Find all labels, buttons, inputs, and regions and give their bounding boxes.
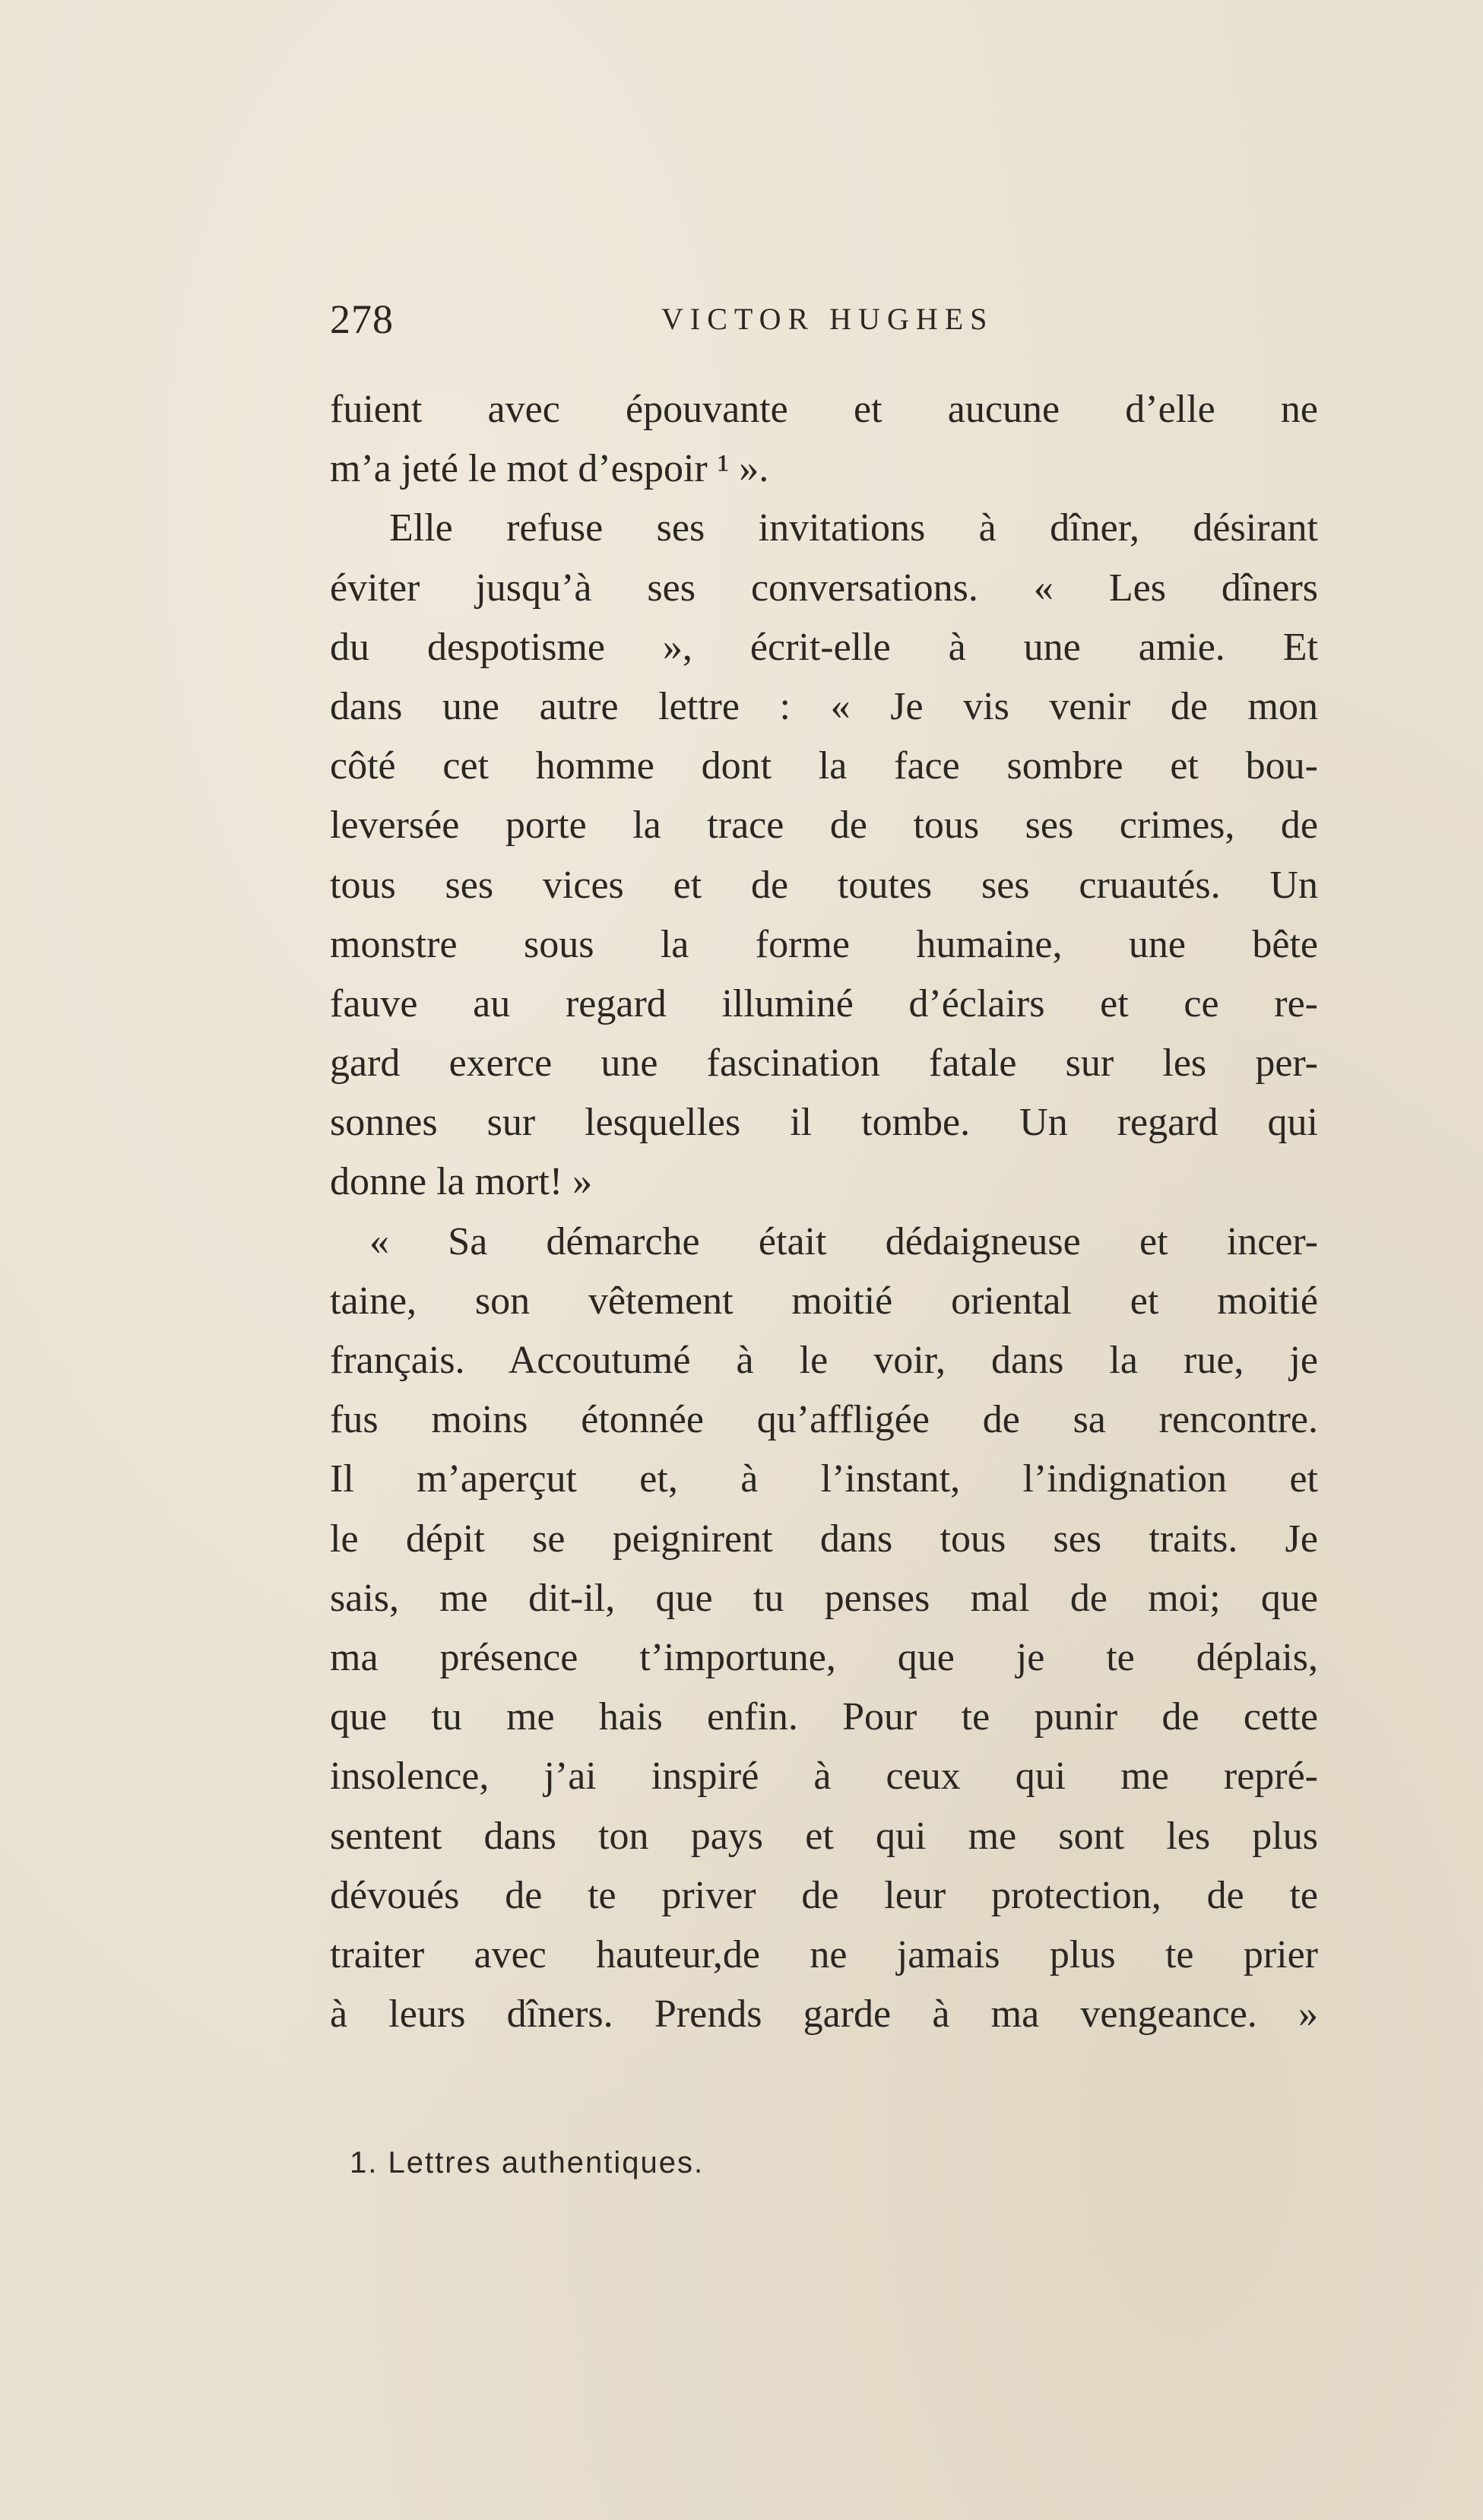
text-line: dans une autre lettre : « Je vis venir de mon (330, 684, 1318, 728)
text-line: leversée porte la trace de tous ses crimes, de (330, 804, 1318, 848)
text-line: « Sa démarche était dédaigneuse et incer- (369, 1219, 1318, 1263)
text-line: taine, son vêtement moitié oriental et moitié (330, 1279, 1318, 1323)
text-line: Elle refuse ses invitations à dîner, désirant (389, 506, 1318, 550)
text-line: sonnes sur lesquelles il tombe. Un regard qui (330, 1101, 1318, 1145)
text-line: à leurs dîners. Prends garde à ma vengeance. » (330, 1992, 1318, 2037)
text-line: éviter jusqu’à ses conversations. « Les dîners (330, 566, 1318, 610)
text-line: du despotisme », écrit-elle à une amie. Et (330, 625, 1318, 669)
text-line: côté cet homme dont la face sombre et bou- (330, 744, 1318, 788)
text-line: m’a jeté le mot d’espoir ¹ ». (330, 447, 769, 491)
text-line: que tu me hais enfin. Pour te punir de cette (330, 1695, 1318, 1739)
text-line: tous ses vices et de toutes ses cruautés. Un (330, 863, 1318, 907)
text-line: Il m’aperçut et, à l’instant, l’indignation et (330, 1457, 1318, 1501)
footnote: 1. Lettres authentiques. (350, 2146, 705, 2179)
text-line: dévoués de te priver de leur protection, de te (330, 1873, 1318, 1917)
running-title: VICTOR HUGHES (661, 302, 994, 336)
body-text (330, 380, 1318, 2044)
text-line: insolence, j’ai inspiré à ceux qui me repré- (330, 1754, 1318, 1799)
text-line: sais, me dit-il, que tu penses mal de moi; que (330, 1576, 1318, 1620)
text-line: français. Accoutumé à le voir, dans la rue, je (330, 1339, 1318, 1382)
text-line: le dépit se peignirent dans tous ses traits. Je (330, 1517, 1318, 1561)
text-line: fauve au regard illuminé d’éclairs et ce re- (330, 981, 1318, 1025)
running-head (330, 289, 1318, 350)
text-line: monstre sous la forme humaine, une bête (330, 922, 1318, 966)
text-line: fuient avec épouvante et aucune d’elle ne (330, 388, 1318, 431)
page-number: 278 (330, 296, 394, 342)
text-line: gard exerce une fascination fatale sur les per- (330, 1041, 1318, 1086)
text-line: traiter avec hauteur,de ne jamais plus te prier (330, 1932, 1318, 1976)
text-line: ma présence t’importune, que je te déplais, (330, 1635, 1318, 1679)
text-line: donne la mort! » (330, 1160, 593, 1204)
text-line: fus moins étonnée qu’affligée de sa rencontre. (330, 1398, 1318, 1442)
text-line: sentent dans ton pays et qui me sont les plus (330, 1814, 1318, 1858)
